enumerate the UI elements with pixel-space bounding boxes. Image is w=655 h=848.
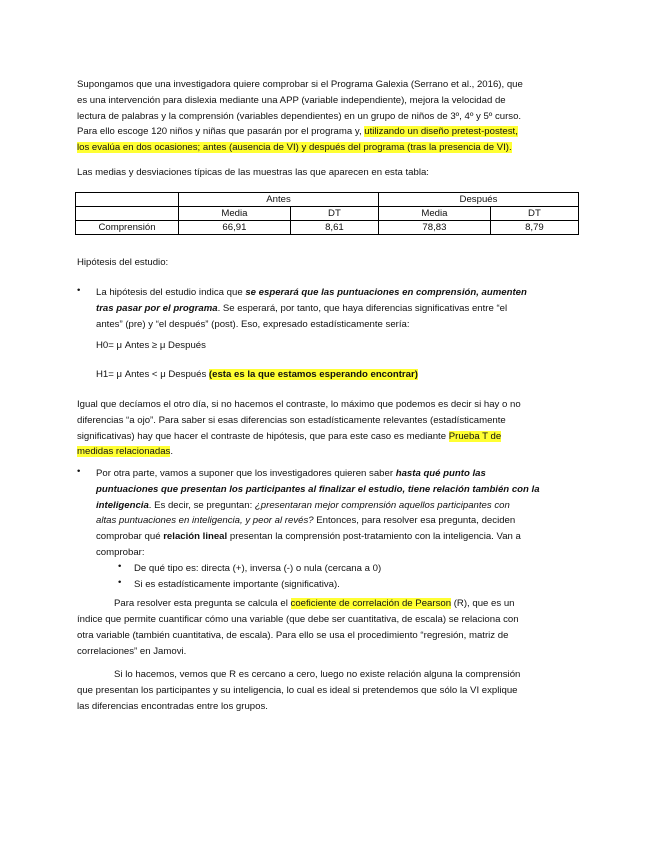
table-intro <box>77 165 578 181</box>
intro-line <box>77 140 578 156</box>
bullet2-paragraph: Por otra parte, vamos a suponer que los investigadores quieren saber hasta qué punto las puntuaciones que presentan los participantes al finalizar el estudio, tiene relación también con la inteligencia. Es decir, se preguntan: ¿presentaran mejor comprensión aquellos participantes con altas puntuaciones en inteligencia, y peor al revés? Entonces, para resolver esa pregunta, deciden comprobar qué relación lineal presentan la comprensión post-tratamiento con la inteligencia. Van a comprobar: <box>96 468 540 558</box>
bullet1-emphasis: tras pasar por el programa <box>96 302 218 314</box>
intro-line: lectura de palabras y la comprensión (variables dependientes) en un grupo de niños de 3º, 4º y 5º curso. <box>77 110 522 122</box>
col-header-dt: DT <box>290 207 378 221</box>
sub-bullet-item: Si es estadísticamente importante (significativa). <box>134 579 340 590</box>
group-header-antes: Antes <box>179 193 379 207</box>
cell-dt-antes: 8,61 <box>290 221 378 235</box>
highlight-design: utilizando un diseño pretest-postest, <box>364 126 518 138</box>
intro-paragraph <box>77 77 578 156</box>
sub-bullet-icon: • <box>118 577 122 588</box>
hypothesis-heading-text: Hipótesis del estudio: <box>77 257 169 268</box>
contrast-paragraph: Igual que decíamos el otro día, si no hacemos el contraste, lo máximo que podemos es decir si hay o no diferencias “a ojo”. Para saber si esas diferencias son estadísticamente relevantes (estadísticamente significativas) hay que hacer el contraste de hipótesis, que para este caso es mediante Prueba T de medidas relacionadas. <box>77 399 521 458</box>
table-corner-cell <box>76 193 179 207</box>
pearson-paragraph: Para resolver esta pregunta se calcula el coeficiente de correlación de Pearson (R), que es un <box>114 598 515 609</box>
highlight-evaluation: los evalúa en dos ocasiones; antes (ausencia de VI) y después del programa (tras la presencia de VI). <box>77 142 512 154</box>
group-header-despues: Después <box>378 193 578 207</box>
intro-line: es una intervención para dislexia mediante una APP (variable independiente), mejora la velocidad de <box>77 94 506 106</box>
conclusion-paragraph-cont: que presentan los participantes y su inteligencia, lo cual es ideal si pretendemos que sólo la VI explique las diferencias encontradas entre los grupos. <box>77 685 518 712</box>
cell-dt-despues: 8,79 <box>490 221 578 235</box>
intro-line: Para ello escoge 120 niños y niñas que pasarán por el programa y, utilizando un diseño pretest-postest, <box>77 126 518 138</box>
bullet1-emphasis: se esperará que las puntuaciones en comprensión, aumenten <box>245 287 527 298</box>
conclusion-paragraph: Si lo hacemos, vemos que R es cercano a cero, luego no existe relación alguna la comprensión <box>114 669 521 680</box>
bullet1-paragraph: La hipótesis del estudio indica que se esperará que las puntuaciones en comprensión, aumenten tras pasar por el programa. Se esperará, por tanto, que haya diferencias significativas entre “el antes” (pre) y “el después” (post). Eso, expresado estadísticamente sería: <box>96 287 527 330</box>
highlight-prueba-t: medidas relacionadas <box>77 446 171 458</box>
sub-bullet-item: De qué tipo es: directa (+), inversa (-) o nula (cercana a 0) <box>134 563 382 574</box>
row-label-comprension: Comprensión <box>76 221 179 235</box>
col-header-dt: DT <box>490 207 578 221</box>
highlight-prueba-t: Prueba T de <box>448 430 502 442</box>
col-header-media: Media <box>378 207 490 221</box>
table-empty-cell <box>76 207 179 221</box>
highlight-h1: (esta es la que estamos esperando encontrar) <box>208 369 418 380</box>
hypothesis-h1: H1= μ Antes < μ Después (esta es la que estamos esperando encontrar) <box>96 369 418 380</box>
pearson-paragraph-cont: índice que permite cuantificar cómo una variable (que debe ser cuantitativa, de escala) se relaciona con otra variable (también cuantitativa, de escala). Para ello se usa el procedimiento “regresión, matriz de correlaciones” en Jamovi. <box>77 614 519 657</box>
highlight-pearson: coeficiente de correlación de Pearson <box>290 598 452 609</box>
stats-table <box>75 192 579 235</box>
col-header-media: Media <box>179 207 291 221</box>
cell-media-antes: 66,91 <box>179 221 291 235</box>
sub-bullet-icon: • <box>118 561 122 572</box>
cell-media-despues: 78,83 <box>378 221 490 235</box>
table-intro-text: Las medias y desviaciones típicas de las muestras las que aparecen en esta tabla: <box>77 167 429 178</box>
bullet-icon: • <box>77 466 81 477</box>
hypothesis-h0: H0= μ Antes ≥ μ Después <box>96 340 206 351</box>
hypothesis-heading <box>77 255 578 271</box>
bullet-icon: • <box>77 285 81 296</box>
intro-line: Supongamos que una investigadora quiere comprobar si el Programa Galexia (Serrano et al., 2016), que <box>77 79 523 90</box>
